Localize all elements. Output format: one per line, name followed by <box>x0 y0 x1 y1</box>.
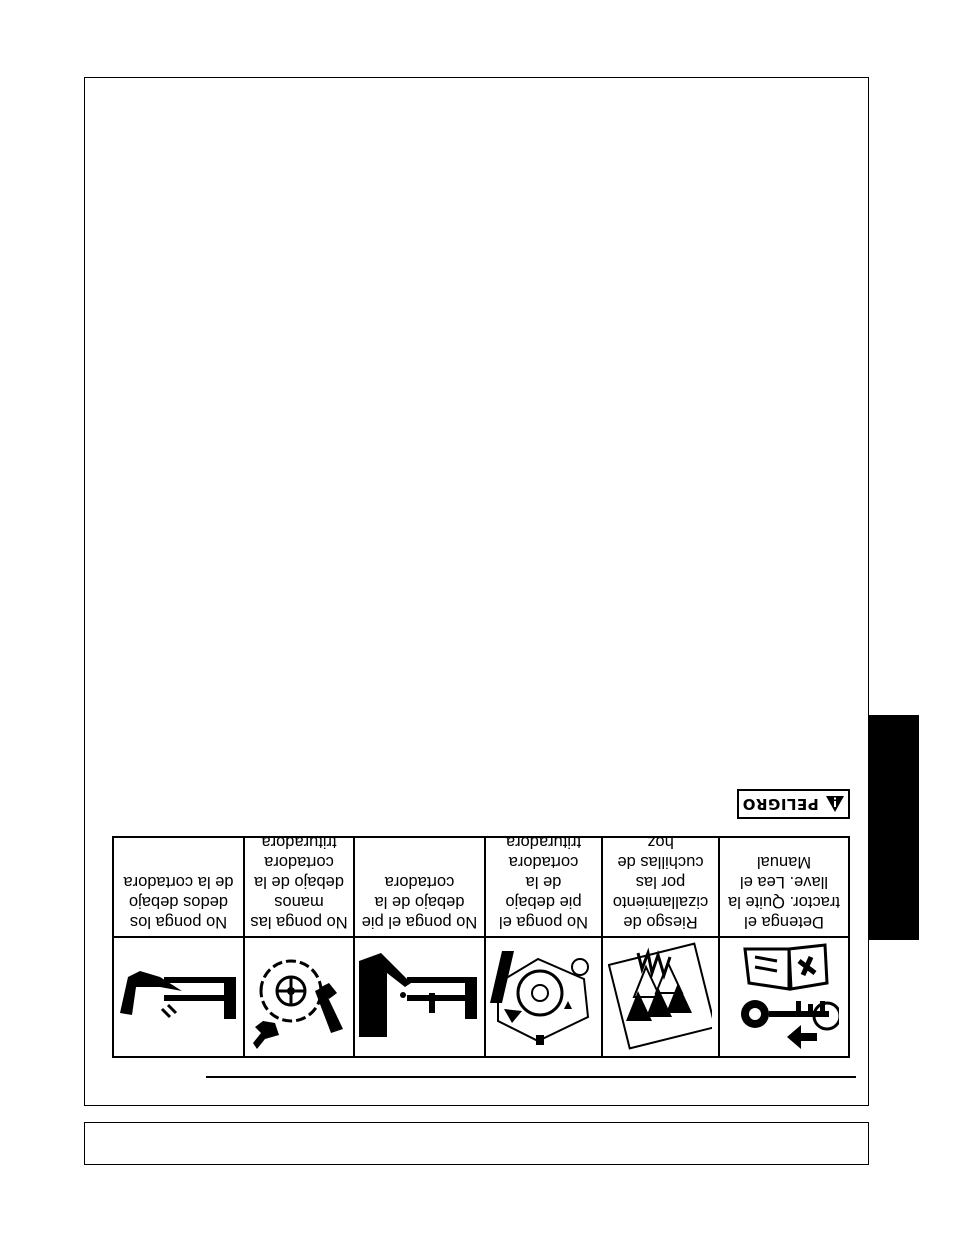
rotary-cutter-foot-icon <box>489 941 599 1053</box>
section-tab <box>869 715 919 940</box>
panel-pictogram <box>720 936 848 1056</box>
panel-pictogram <box>603 936 718 1056</box>
decal-panel <box>601 833 718 1056</box>
footer-box <box>84 1122 869 1165</box>
panel-pictogram <box>245 936 353 1056</box>
decal-panel <box>353 838 484 1056</box>
signal-word: PELIGRO <box>742 795 819 813</box>
panel-text: Riesgo de cizallamiento por las cuchillas de hoz <box>612 833 709 931</box>
panel-text: Detenga el tractor. Quite la llave. Lea el Manual <box>728 853 840 931</box>
sickle-blades-hand-icon <box>609 941 713 1053</box>
panel-text: No ponga los dedos debajo de la cortadora <box>123 873 234 931</box>
rotary-cutter-hand-icon <box>247 941 351 1053</box>
boot-under-cutter-icon <box>358 941 482 1053</box>
panel-pictogram <box>355 936 484 1056</box>
decal-panel <box>484 833 601 1056</box>
danger-signal-box <box>737 789 850 819</box>
warning-triangle-icon <box>825 795 845 813</box>
key-and-manual-icon <box>729 941 839 1053</box>
decal-panel <box>243 833 353 1056</box>
fingers-under-cutter-icon <box>117 941 241 1053</box>
safety-decal <box>112 833 850 1058</box>
bottom-rule <box>206 1076 856 1078</box>
panel-text: No ponga las manos debajo de la cortadora trituradora <box>250 833 348 931</box>
panel-pictogram <box>114 936 243 1056</box>
panel-pictogram <box>486 936 601 1056</box>
panel-text: No ponga el pie debajo de la cortadora <box>361 873 478 931</box>
decal-panel <box>718 838 848 1056</box>
decal-panel <box>114 838 243 1056</box>
panel-text: No ponga el pie debajo de la cortadora trituradora <box>499 833 588 931</box>
